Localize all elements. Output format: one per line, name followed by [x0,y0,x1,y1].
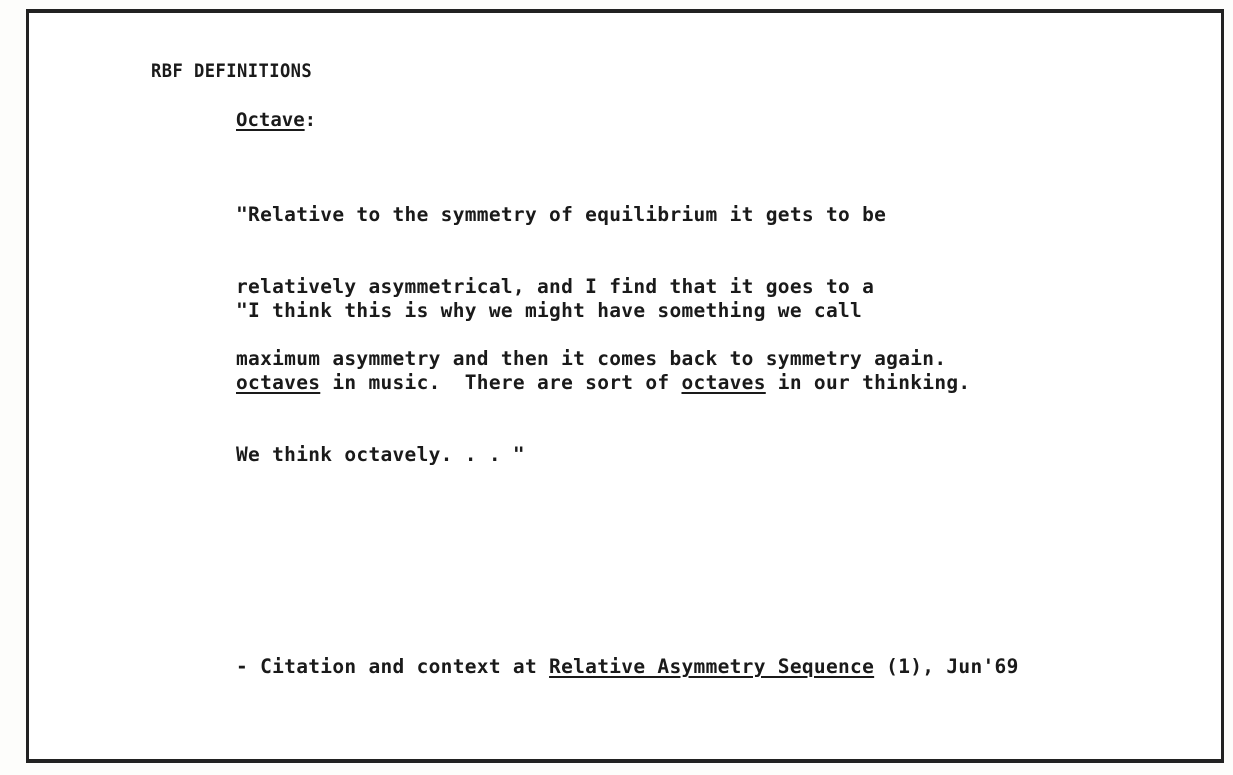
quote-line: maximum asymmetry and then it comes back to symmetry again. [236,347,947,370]
citation-line [236,655,1019,678]
citation-prefix: - Citation and context at [236,655,550,678]
quote-text: in our thinking. [765,371,971,394]
quote-line [236,371,970,395]
page-heading: RBF DEFINITIONS [151,60,313,82]
quote-line: "Relative to the symmetry of equilibrium it gets to be [236,203,887,226]
citation-suffix: (1), Jun'69 [874,655,1019,678]
quote-line: relatively asymmetrical, and I find that it goes to a [236,275,875,298]
underlined-word: octaves [681,371,766,394]
definition-card [26,9,1224,763]
citation-link[interactable]: Relative Asymmetry Sequence [549,655,875,678]
quote-line: We think octavely. . . " [236,443,525,466]
underlined-word: octaves [236,371,321,394]
term-title [236,109,316,131]
term-colon: : [304,109,317,131]
quote-text: in music. There are sort of [320,371,682,394]
quote-paragraph-2 [236,251,970,515]
term-word: Octave [236,109,305,131]
quote-line: "I think this is why we might have something we call [236,299,863,322]
